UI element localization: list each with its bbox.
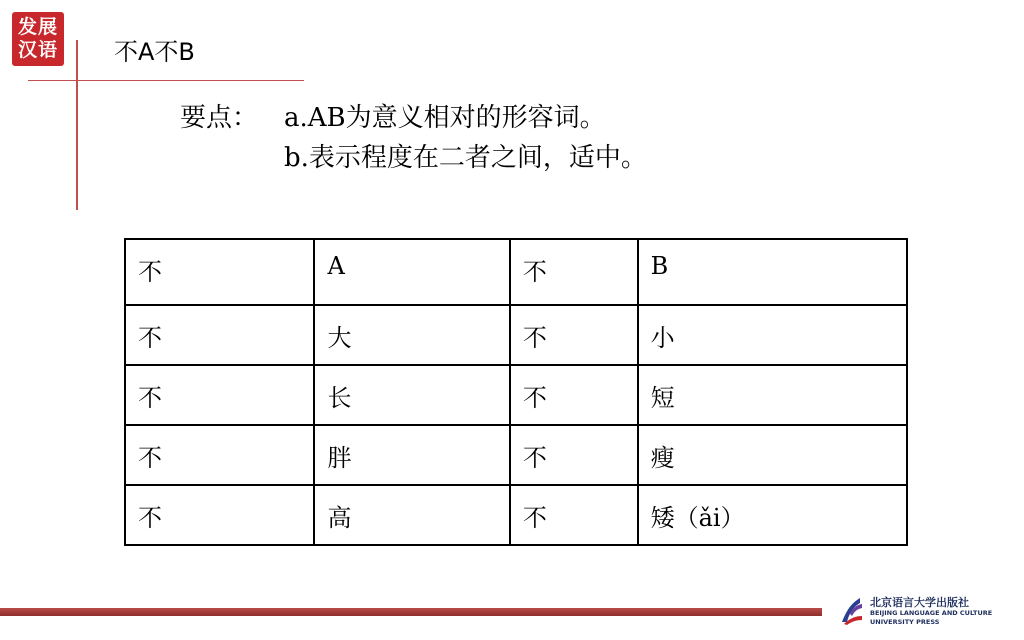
table-cell: 不: [125, 485, 314, 545]
table-cell: 不: [510, 365, 638, 425]
table-cell: 不: [510, 305, 638, 365]
table-cell: 大: [314, 305, 509, 365]
course-logo: [12, 12, 64, 66]
table-header-cell: 不: [125, 239, 314, 305]
key-points: [180, 98, 647, 178]
horizontal-divider: [28, 80, 304, 81]
table-cell: 胖: [314, 425, 509, 485]
publisher-name-en-2: UNIVERSITY PRESS: [870, 618, 940, 626]
table-cell: 矮（ǎi）: [638, 485, 907, 545]
table-cell: 小: [638, 305, 907, 365]
table-cell: 短: [638, 365, 907, 425]
key-points-spacer: [180, 138, 284, 178]
table-cell: 高: [314, 485, 509, 545]
table-cell: 不: [510, 485, 638, 545]
publisher-logo-icon: [836, 594, 866, 628]
publisher-name-cn: 北京语言大学出版社: [870, 596, 969, 609]
key-point-b: b.表示程度在二者之间，适中。: [284, 143, 647, 173]
table-cell: 长: [314, 365, 509, 425]
table-row: [125, 485, 907, 545]
table-cell: 不: [125, 365, 314, 425]
footer-bar: [0, 608, 822, 616]
logo-line-1: 发展: [17, 16, 58, 38]
table-header-cell: A: [314, 239, 509, 305]
table-header-row: [125, 239, 907, 305]
key-point-a: a.AB为意义相对的形容词。: [284, 103, 606, 133]
vertical-divider: [76, 40, 78, 210]
table-row: [125, 425, 907, 485]
logo-line-2: 汉语: [17, 39, 58, 61]
table-row: [125, 365, 907, 425]
slide-title: 不A不B: [114, 38, 195, 66]
table-header-cell: B: [638, 239, 907, 305]
publisher-name-en-1: BEIJING LANGUAGE AND CULTURE: [870, 609, 993, 617]
table-cell: 不: [125, 305, 314, 365]
table-row: [125, 305, 907, 365]
pattern-table: [124, 238, 908, 546]
table-cell: 不: [510, 425, 638, 485]
table-header-cell: 不: [510, 239, 638, 305]
table-cell: 不: [125, 425, 314, 485]
publisher-name: [870, 596, 1020, 627]
table-cell: 瘦: [638, 425, 907, 485]
key-points-label: 要点：: [180, 103, 259, 133]
